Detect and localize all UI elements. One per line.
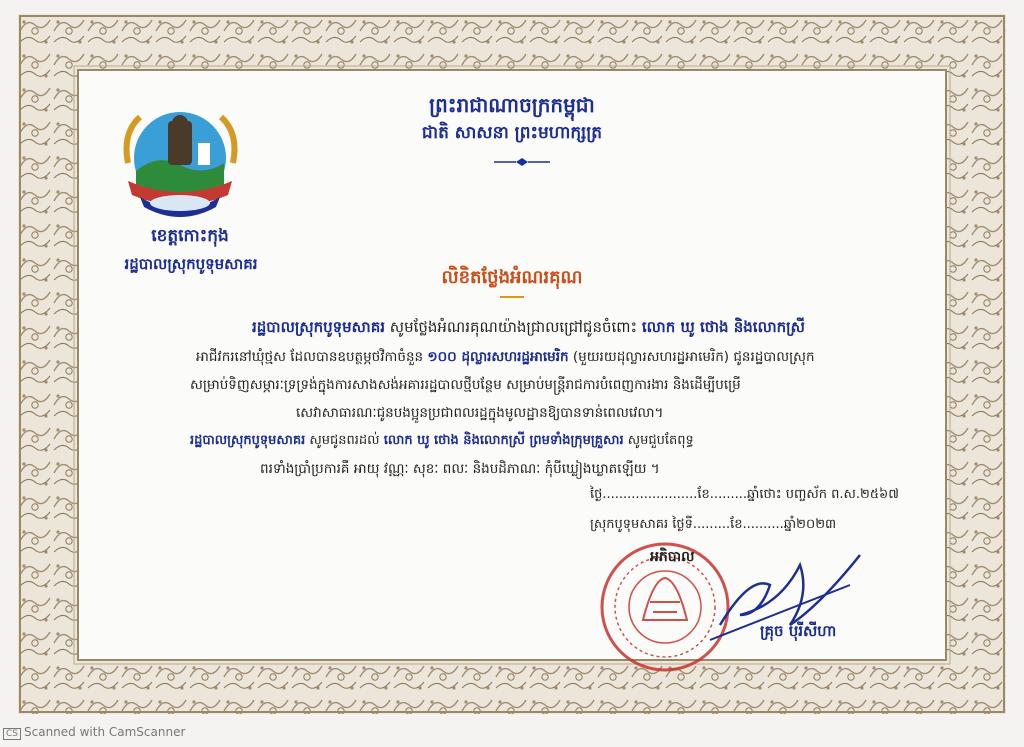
body-line-1: រដ្ឋបាលស្រុកបូទុមសាគរ សូមថ្លែងអំណរគុណយ៉ាងជ្រាលជ្រៅជូនចំពោះ លោក ឃូ ថោង និងលោកស្រី — [252, 318, 805, 336]
donation-amount: ១០០ ដុល្លារសហរដ្ឋអាមេរិក — [427, 349, 569, 365]
signer-name: គ្រុច បុរីសីហា — [760, 622, 837, 640]
body-line-3: សម្រាប់ទិញសម្ភារៈទ្រទ្រង់ក្នុងការសាងសង់អគាររដ្ឋបាលថ្មីបន្ថែម សម្រាប់មន្ត្រីរាជការបំពេញការងារ និងដើម្បីបម្រើ — [190, 377, 741, 393]
body-line-6: ពរទាំងប្រាំប្រការគឺ អាយុ វណ្ណៈ សុខៈ ពលៈ និងបដិភាណៈ កុំបីឃ្លៀងឃ្លាតឡើយ ។ — [260, 461, 660, 477]
body-line-5: រដ្ឋបាលស្រុកបូទុមសាគរ សូមជូនពរដល់ លោក ឃូ ថោង និងលោកស្រី ព្រមទាំងក្រុមគ្រួសារ សូមជួបតែពុទ្ធ — [190, 433, 694, 448]
motto-divider — [494, 157, 550, 167]
lunar-date: ថ្ងៃ.......................ខែ.........ឆ្នាំថោះ បញ្ចស័ក ព.ស.២៥៦៧ — [590, 487, 899, 502]
body-line-2: អាជីវករនៅឃុំថ្មស ដែលបានឧបត្ថម្ភថវិកាចំនួន ១០០ ដុល្លារសហរដ្ឋអាមេរិក (មួយរយដុល្លារសហរដ្ឋអាមេរិក) ជូនរដ្ឋបាលស្រុក — [196, 349, 815, 365]
scanner-watermark: CS Scanned with CamScanner — [3, 725, 185, 740]
district-admin-ref: រដ្ឋបាលស្រុកបូទុមសាគរ — [252, 318, 386, 336]
title-divider — [500, 294, 524, 300]
solar-date: ស្រុកបូទុមសាគរ ថ្ងៃទី.........ខែ..........ឆ្នាំ២០២៣ — [590, 517, 837, 532]
donor-name: លោក ឃូ ថោង និងលោកស្រី — [641, 318, 805, 336]
governor-title: អភិបាល — [650, 549, 695, 565]
certificate-title: លិខិតថ្លែងអំណរគុណ — [441, 267, 583, 288]
kingdom-heading: ព្រះរាជាណាចក្រកម្ពុជា — [429, 93, 595, 117]
district-admin-name: រដ្ឋបាលស្រុកបូទុមសាគរ — [124, 255, 258, 273]
national-motto: ជាតិ សាសនា ព្រះមហាក្សត្រ — [421, 123, 603, 143]
province-name: ខេត្តកោះកុង — [151, 226, 229, 246]
camscanner-icon: CS — [3, 728, 21, 740]
body-line-4: សេវាសាធារណៈជូនបងប្អូនប្រជាពលរដ្ឋក្នុងមូលដ្ឋានឱ្យបានទាន់ពេលវេលា។ — [296, 405, 664, 421]
